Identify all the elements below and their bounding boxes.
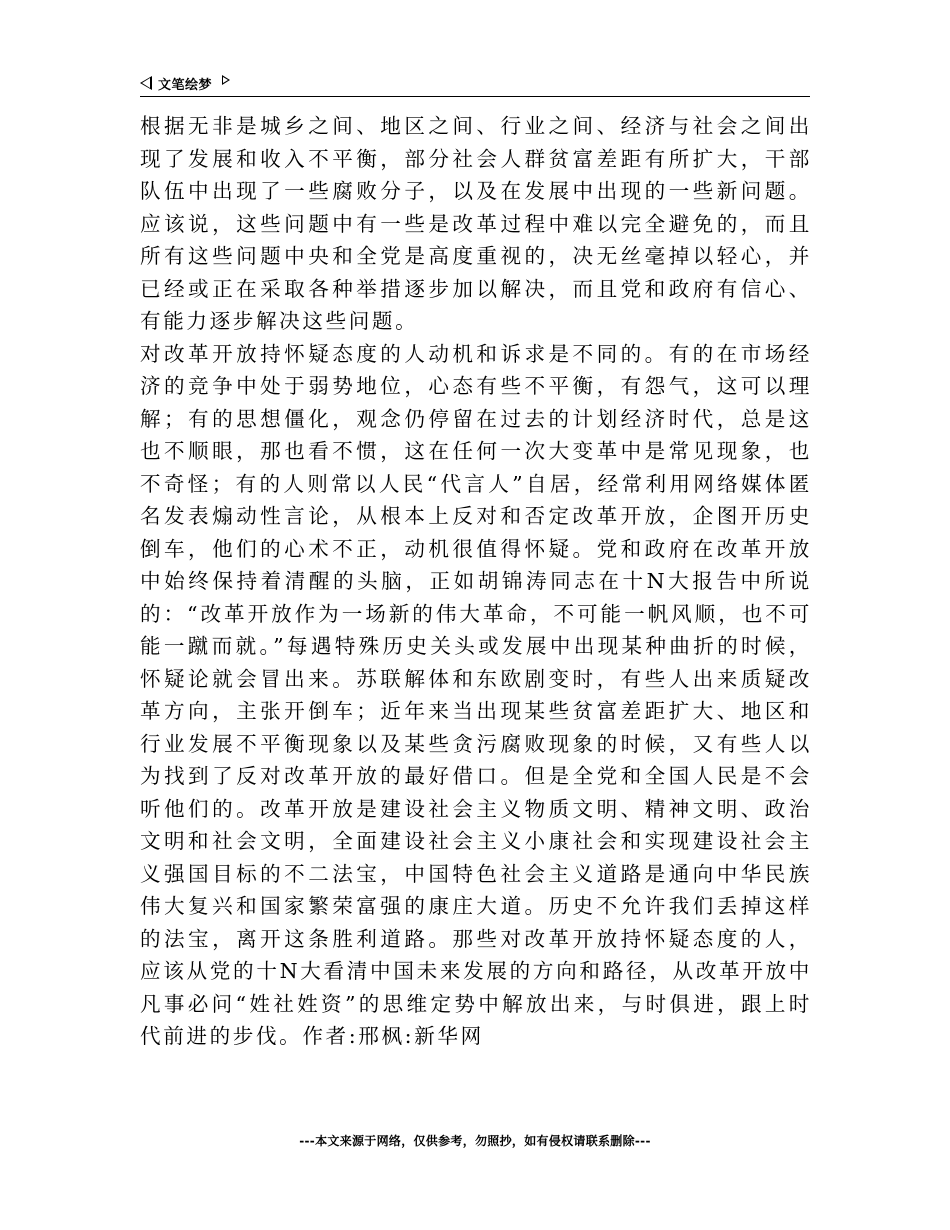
page-header (140, 70, 810, 97)
paragraph-1: 根据无非是城乡之间、地区之间、行业之间、经济与社会之间出现了发展和收入不平衡，部分社会人群贫富差距有所扩大，干部队伍中出现了一些腐败分子，以及在发展中出现的一些新问题。应该说，这些问题中有一些是改革过程中难以完全避免的，而且所有这些问题中央和全党是高度重视的，决无丝毫掉以轻心，并已经或正在采取各种举措逐步加以解决，而且党和政府有信心、有能力逐步解决这些问题。 (140, 114, 812, 333)
paragraph-2: 对改革开放持怀疑态度的人动机和诉求是不同的。有的在市场经济的竞争中处于弱势地位，心态有些不平衡，有怨气，这可以理解；有的思想僵化，观念仍停留在过去的计划经济时代，总是这也不顺眼，那也看不惯，这在任何一次大变革中是常见现象，也不奇怪；有的人则常以人民“代言人”自居，经常利用网络媒体匿名发表煽动性言论，从根本上反对和否定改革开放，企图开历史倒车，他们的心术不正，动机很值得怀疑。党和政府在改革开放中始终保持着清醒的头脑，正如胡锦涛同志在十N大报告中所说的：“改革开放作为一场新的伟大革命，不可能一帆风顺，也不可能一蹴而就。”每遇特殊历史关头或发展中出现某种曲折的时候，怀疑论就会冒出来。苏联解体和东欧剧变时，有些人出来质疑改革方向，主张开倒车；近年来当出现某些贫富差距扩大、地区和行业发展不平衡现象以及某些贪污腐败现象的时候，又有些人以为找到了反对改革开放的最好借口。但是全党和全国人民是不会听他们的。改革开放是建设社会主义物质文明、精神文明、政治文明和社会文明，全面建设社会主义小康社会和实现建设社会主义强国目标的不二法宝，中国特色社会主义道路是通向中华民族伟大复兴和国家繁荣富强的康庄大道。历史不允许我们丢掉这样的法宝，离开这条胜利道路。那些对改革开放持怀疑态度的人，应该从党的十N大看清中国未来发展的方向和路径，从改革开放中凡事必问“姓社姓资”的思维定势中解放出来，与时俱进，跟上时代前进的步伐。作者:邢枫:新华网 (140, 341, 812, 1048)
left-triangle-icon (140, 76, 152, 90)
right-triangle-icon (222, 75, 230, 85)
footer-notice: ---本文来源于网络，仅供参考，勿照抄，如有侵权请联系删除--- (299, 1134, 651, 1148)
document-body (140, 110, 812, 1053)
header-title: 文笔绘梦 (158, 77, 213, 93)
